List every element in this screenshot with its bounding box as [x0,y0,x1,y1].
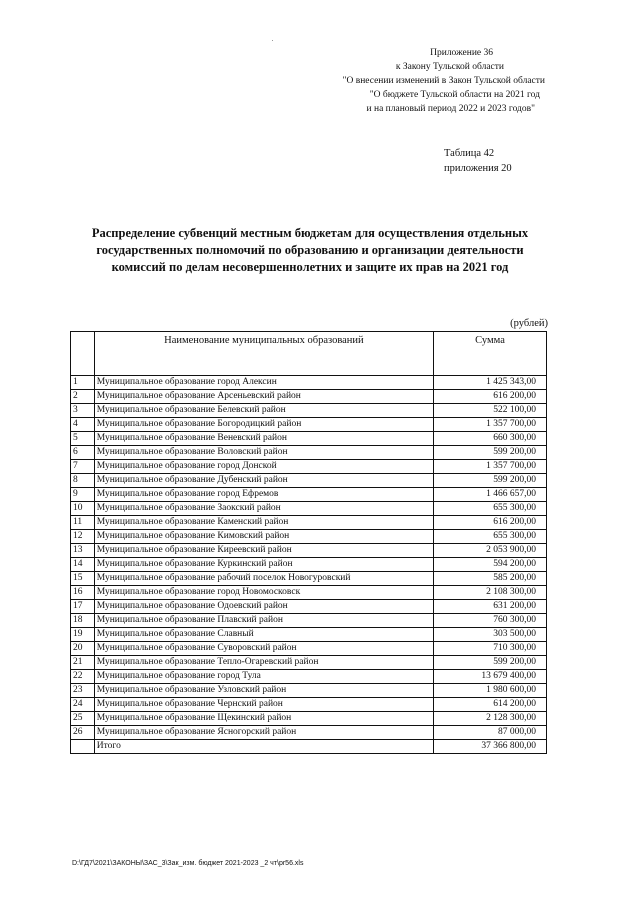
row-number: 4 [71,418,95,432]
scan-speck [272,40,273,41]
row-name: Муниципальное образование Заокский район [94,502,433,516]
row-sum: 1 425 343,00 [434,376,547,390]
row-name: Муниципальное образование рабочий поселок Новогуровский [94,572,433,586]
row-number: 14 [71,558,95,572]
row-name: Муниципальное образование Ясногорский район [94,726,433,740]
row-sum: 2 108 300,00 [434,586,547,600]
row-number: 1 [71,376,95,390]
appendix-line: и на плановый период 2022 и 2023 годов" [366,104,535,114]
row-name: Муниципальное образование Плавский район [94,614,433,628]
row-sum: 631 200,00 [434,600,547,614]
row-sum: 655 300,00 [434,502,547,516]
row-sum: 599 200,00 [434,656,547,670]
row-sum: 614 200,00 [434,698,547,712]
table-row [71,656,547,670]
row-name: Муниципальное образование Тепло-Огаревский район [94,656,433,670]
table-row [71,558,547,572]
row-sum: 1 466 657,00 [434,488,547,502]
row-name: Муниципальное образование город Донской [94,460,433,474]
table-number: Таблица 42 [444,148,495,159]
file-path-footer: D:\ГД7\2021\ЗАКОНЫ\ЗАС_3\Зак_изм. бюджет 2021-2023 _2 чт\pr56.xls [72,860,304,867]
row-sum: 2 053 900,00 [434,544,547,558]
row-sum: 710 300,00 [434,642,547,656]
appendix-header [285,46,545,116]
row-name: Муниципальное образование Киреевский район [94,544,433,558]
row-sum: 1 357 700,00 [434,418,547,432]
row-name: Муниципальное образование Щекинский район [94,712,433,726]
table-row [71,446,547,460]
row-sum: 599 200,00 [434,446,547,460]
table-row [71,698,547,712]
table-appendix-ref: приложения 20 [444,163,512,174]
row-number: 15 [71,572,95,586]
row-number: 5 [71,432,95,446]
table-row [71,628,547,642]
table-row [71,684,547,698]
appendix-line: "О бюджете Тульской области на 2021 год [369,90,540,100]
row-number: 20 [71,642,95,656]
row-number: 8 [71,474,95,488]
row-sum: 1 980 600,00 [434,684,547,698]
table-row [71,600,547,614]
table-total-row [71,740,547,754]
header-sum: Сумма [434,332,547,376]
row-name: Муниципальное образование Веневский район [94,432,433,446]
appendix-line: Приложение 36 [430,48,493,58]
row-number: 17 [71,600,95,614]
document-title [70,225,550,276]
row-name: Муниципальное образование город Тула [94,670,433,684]
row-sum: 1 357 700,00 [434,460,547,474]
row-sum: 13 679 400,00 [434,670,547,684]
table-reference [444,146,512,176]
row-name: Муниципальное образование Воловский район [94,446,433,460]
row-name: Муниципальное образование Дубенский район [94,474,433,488]
row-name: Муниципальное образование Каменский район [94,516,433,530]
table-row [71,474,547,488]
row-sum: 655 300,00 [434,530,547,544]
row-sum: 616 200,00 [434,390,547,404]
table-row [71,614,547,628]
row-number: 24 [71,698,95,712]
table-row [71,544,547,558]
header-num [71,332,95,376]
row-sum: 303 500,00 [434,628,547,642]
table-row [71,712,547,726]
table-row [71,404,547,418]
subventions-table [70,331,547,754]
row-number: 26 [71,726,95,740]
row-number: 25 [71,712,95,726]
row-number: 12 [71,530,95,544]
table-header-row [71,332,547,376]
row-name: Муниципальное образование Белевский район [94,404,433,418]
row-name: Муниципальное образование Суворовский район [94,642,433,656]
table-body [71,376,547,754]
row-name: Муниципальное образование Узловский район [94,684,433,698]
row-name: Муниципальное образование Славный [94,628,433,642]
row-number: 11 [71,516,95,530]
appendix-line: "О внесении изменений в Закон Тульской области [342,76,545,86]
row-sum: 522 100,00 [434,404,547,418]
title-line: Распределение субвенций местным бюджетам для осуществления отдельных [91,226,529,240]
row-sum: 2 128 300,00 [434,712,547,726]
row-name: Муниципальное образование город Алексин [94,376,433,390]
table-row [71,502,547,516]
row-sum: 760 300,00 [434,614,547,628]
total-sum: 37 366 800,00 [434,740,547,754]
row-number: 6 [71,446,95,460]
row-number: 9 [71,488,95,502]
total-label: Итого [94,740,433,754]
table-row [71,586,547,600]
table-row [71,432,547,446]
row-number: 21 [71,656,95,670]
row-number: 2 [71,390,95,404]
table-row [71,460,547,474]
row-name: Муниципальное образование Куркинский район [94,558,433,572]
row-number: 18 [71,614,95,628]
row-name: Муниципальное образование Кимовский район [94,530,433,544]
row-sum: 594 200,00 [434,558,547,572]
units-label: (рублей) [510,318,548,329]
table-row [71,670,547,684]
row-number: 22 [71,670,95,684]
row-name: Муниципальное образование город Ефремов [94,488,433,502]
row-name: Муниципальное образование Богородицкий район [94,418,433,432]
row-sum: 660 300,00 [434,432,547,446]
row-number: 10 [71,502,95,516]
table-row [71,530,547,544]
row-name: Муниципальное образование Чернский район [94,698,433,712]
title-line: государственных полномочий по образованию и организации деятельности [96,243,524,257]
row-number: 7 [71,460,95,474]
row-number: 3 [71,404,95,418]
row-number: 13 [71,544,95,558]
row-sum: 616 200,00 [434,516,547,530]
table-row [71,488,547,502]
table-row [71,390,547,404]
row-number: 19 [71,628,95,642]
appendix-line: к Закону Тульской области [395,62,504,72]
table-row [71,642,547,656]
row-sum: 585 200,00 [434,572,547,586]
row-name: Муниципальное образование Одоевский район [94,600,433,614]
table-row [71,516,547,530]
row-name: Муниципальное образование Арсеньевский район [94,390,433,404]
row-name: Муниципальное образование город Новомосковск [94,586,433,600]
table-row [71,726,547,740]
row-sum: 599 200,00 [434,474,547,488]
row-number: 16 [71,586,95,600]
table-row [71,376,547,390]
total-number [71,740,95,754]
row-sum: 87 000,00 [434,726,547,740]
title-line: комиссий по делам несовершеннолетних и защите их прав на 2021 год [111,260,509,274]
row-number: 23 [71,684,95,698]
table-row [71,572,547,586]
header-name: Наименование муниципальных образований [94,332,433,376]
table-row [71,418,547,432]
